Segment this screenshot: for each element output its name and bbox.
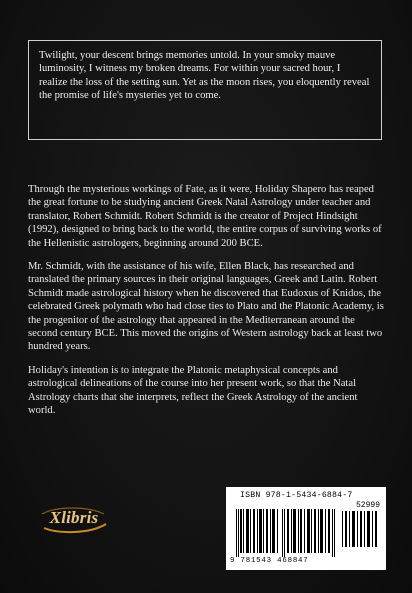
barcode-number: 9 781543 468847 bbox=[230, 557, 309, 565]
publisher-logo bbox=[38, 504, 110, 536]
paragraph-3: Holiday's intention is to integrate the Platonic metaphysical concepts and astrological delineations of the course into her present work, so that the Natal Astrology charts that she interprets, reflect the Greek Astrology of the ancient world. bbox=[28, 364, 358, 417]
price-code: 52999 bbox=[355, 501, 380, 510]
poem-text: Twilight, your descent brings memories untold. In your smoky mauve luminosity, I witness my broken dreams. For within your sacred hour, I realize the loss of the setting sun. Yet as the moon rises, you eloquently reveal the promise of life's mysteries yet to come. bbox=[39, 50, 370, 102]
isbn-text: ISBN 978-1-5434-6884-7 bbox=[240, 491, 353, 500]
publisher-name: Xlibris bbox=[49, 508, 99, 527]
paragraph-1: Through the mysterious workings of Fate, as it were, Holiday Shapero has reaped the great fortune to be studying ancient Greek Natal Astrology under teacher and translator, Robert Schmidt. Robert Schmidt is the creator of Project Hindsight (1992), designed to bring back to the world, the entire corpus of surviving works of the Hellenistic astrologers, beginning around 200 BCE. bbox=[28, 184, 382, 249]
addon-barcode-icon bbox=[342, 511, 378, 547]
barcode-area bbox=[226, 487, 386, 570]
barcode-icon bbox=[236, 509, 336, 557]
paragraph-2: Mr. Schmidt, with the assistance of his wife, Ellen Black, has researched and translated the primary sources in their original languages, Greek and Latin. Robert Schmidt made astrological history when he discovered that Eudoxus of Knidos, the celebrated Greek polymath who had close ties to Plato and the Platonic Academy, is the progenitor of the astrology that appeared in the Mediterranean around the second century BCE. This moved the origins of Western astrology back at least two hundred years. bbox=[28, 261, 384, 353]
poem-box bbox=[28, 40, 382, 140]
description bbox=[28, 183, 384, 428]
